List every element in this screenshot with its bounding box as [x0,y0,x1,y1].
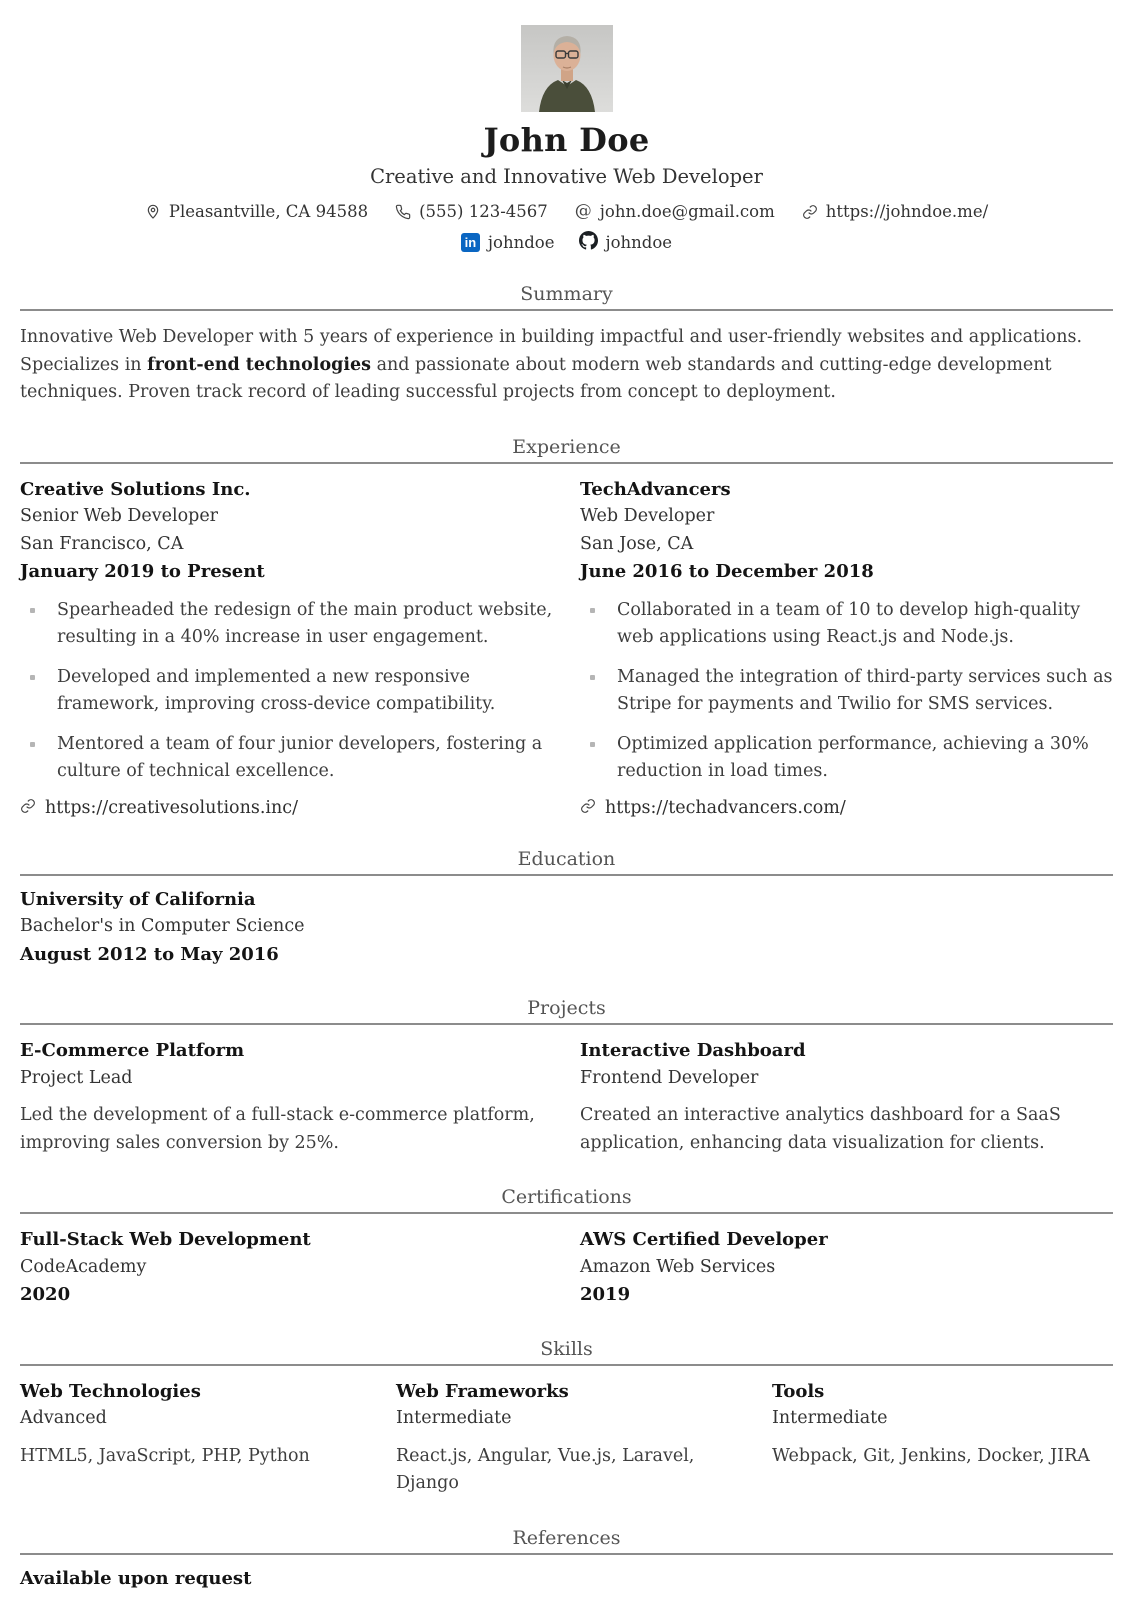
section-references [20,1527,1113,1589]
section-certifications [20,1186,1113,1309]
person-name: John Doe [483,121,650,159]
contact-email[interactable] [575,202,775,221]
skill-entry [396,1378,737,1498]
project-name: Interactive Dashboard [580,1040,806,1061]
job-highlights [20,597,553,786]
contact-email-text: john.doe@gmail.com [599,202,775,221]
job-highlight: Developed and implemented a new responsive framework, improving cross-device compatibility. [20,664,553,719]
project-description: Created an interactive analytics dashboard for a SaaS application, enhancing data visualization for clients. [580,1105,1061,1153]
linkedin-handle: johndoe [487,233,555,252]
education-heading: Education [517,847,616,870]
job-dates: June 2016 to December 2018 [580,561,874,582]
skill-entry [772,1378,1113,1498]
project-name: E-Commerce Platform [20,1040,245,1061]
job-dates: January 2019 to Present [20,561,265,582]
job-link-text: https://creativesolutions.inc/ [45,798,298,818]
section-education [20,848,1113,969]
job-highlights [580,597,1113,786]
project-role: Frontend Developer [580,1067,759,1088]
education-dates: August 2012 to May 2016 [20,943,279,965]
skill-keywords: React.js, Angular, Vue.js, Laravel, Django [396,1445,695,1493]
job-highlight: Mentored a team of four junior developers, fostering a culture of technical excellence. [20,731,553,786]
link-icon [580,798,596,819]
summary-paragraph [20,324,1113,407]
job-link[interactable] [580,798,1113,819]
section-divider [20,1553,1113,1555]
job-location: San Francisco, CA [20,533,184,554]
job-location: San Jose, CA [580,533,694,554]
certifications-heading: Certifications [501,1186,632,1208]
education-entry [20,886,1113,969]
skill-name: Web Technologies [20,1380,201,1402]
certification-name: Full-Stack Web Development [20,1229,311,1250]
linkedin-profile[interactable] [461,233,555,252]
skill-keywords: Webpack, Git, Jenkins, Docker, JIRA [772,1445,1090,1466]
summary-heading: Summary [520,283,613,305]
section-divider [20,874,1113,876]
github-profile[interactable] [579,231,673,254]
skill-level: Intermediate [772,1408,888,1428]
contact-phone [395,202,548,221]
at-icon: @ [574,201,592,221]
skill-level: Advanced [20,1408,107,1428]
github-handle: johndoe [605,233,673,252]
certification-issuer: Amazon Web Services [580,1256,776,1277]
social-row [20,231,1113,254]
skill-level: Intermediate [396,1408,512,1428]
github-icon [579,231,598,254]
certification-year: 2020 [20,1284,71,1305]
linkedin-icon: in [461,233,480,252]
certification-entry [20,1226,553,1309]
contact-location [145,202,368,221]
job-highlight: Optimized application performance, achieving a 30% reduction in load times. [580,731,1113,786]
job-company: TechAdvancers [580,478,731,500]
section-divider [20,462,1113,464]
contact-row [20,202,1113,221]
projects-columns [20,1037,1113,1157]
section-skills [20,1338,1113,1498]
projects-heading: Projects [527,997,606,1019]
job-highlight: Collaborated in a team of 10 to develop high-quality web applications using React.js and Node.js. [580,597,1113,652]
experience-columns [20,476,1113,819]
location-pin-icon [145,204,161,220]
education-degree: Bachelor's in Computer Science [20,916,305,936]
job-company: Creative Solutions Inc. [20,478,251,500]
certification-name: AWS Certified Developer [580,1229,828,1250]
summary-text-before: Innovative Web Developer with 5 years of experience in building impactful and user-friendly websites and applications. Specializes in [20,327,1083,375]
job-link[interactable] [20,798,553,819]
education-school: University of California [20,888,256,910]
contact-website[interactable] [802,202,988,221]
contact-website-text: https://johndoe.me/ [825,202,989,221]
contact-location-text: Pleasantville, CA 94588 [168,202,369,221]
project-description: Led the development of a full-stack e-commerce platform, improving sales conversion by 25%. [20,1105,535,1153]
section-summary [20,283,1113,407]
summary-text-after: and passionate about modern web standards and cutting-edge development techniques. Proven track record of leading successful projects from concept to deployment. [20,354,1052,402]
project-role: Project Lead [20,1067,133,1088]
skills-heading: Skills [540,1337,593,1360]
project-entry [580,1037,1113,1157]
job-highlight: Managed the integration of third-party services such as Stripe for payments and Twilio for SMS services. [580,664,1113,719]
link-icon [20,798,36,819]
job-entry [580,476,1113,819]
skill-name: Tools [772,1380,825,1402]
profile-photo [521,25,613,112]
job-role: Senior Web Developer [20,506,219,526]
section-divider [20,1212,1113,1214]
certifications-columns [20,1226,1113,1309]
resume-header [20,25,1113,254]
experience-heading: Experience [512,435,621,458]
person-headline: Creative and Innovative Web Developer [370,165,763,188]
section-divider [20,1364,1113,1366]
skill-name: Web Frameworks [396,1380,569,1402]
certification-year: 2019 [580,1284,631,1305]
section-projects [20,997,1113,1157]
section-experience [20,436,1113,819]
references-text: Available upon request [20,1567,252,1589]
references-heading: References [512,1526,621,1549]
summary-bold-phrase: front-end technologies [147,354,371,375]
skills-columns [20,1378,1113,1498]
section-divider [20,309,1113,311]
certification-issuer: CodeAcademy [20,1256,147,1277]
job-link-text: https://techadvancers.com/ [605,798,846,818]
skill-keywords: HTML5, JavaScript, PHP, Python [20,1445,310,1466]
link-icon [802,204,818,220]
contact-phone-text: (555) 123-4567 [419,202,548,221]
skill-entry [20,1378,361,1498]
job-entry [20,476,553,819]
certification-entry [580,1226,1113,1309]
section-divider [20,1023,1113,1025]
phone-icon [395,204,411,220]
job-highlight: Spearheaded the redesign of the main product website, resulting in a 40% increase in user engagement. [20,597,553,652]
project-entry [20,1037,553,1157]
job-role: Web Developer [580,506,715,526]
